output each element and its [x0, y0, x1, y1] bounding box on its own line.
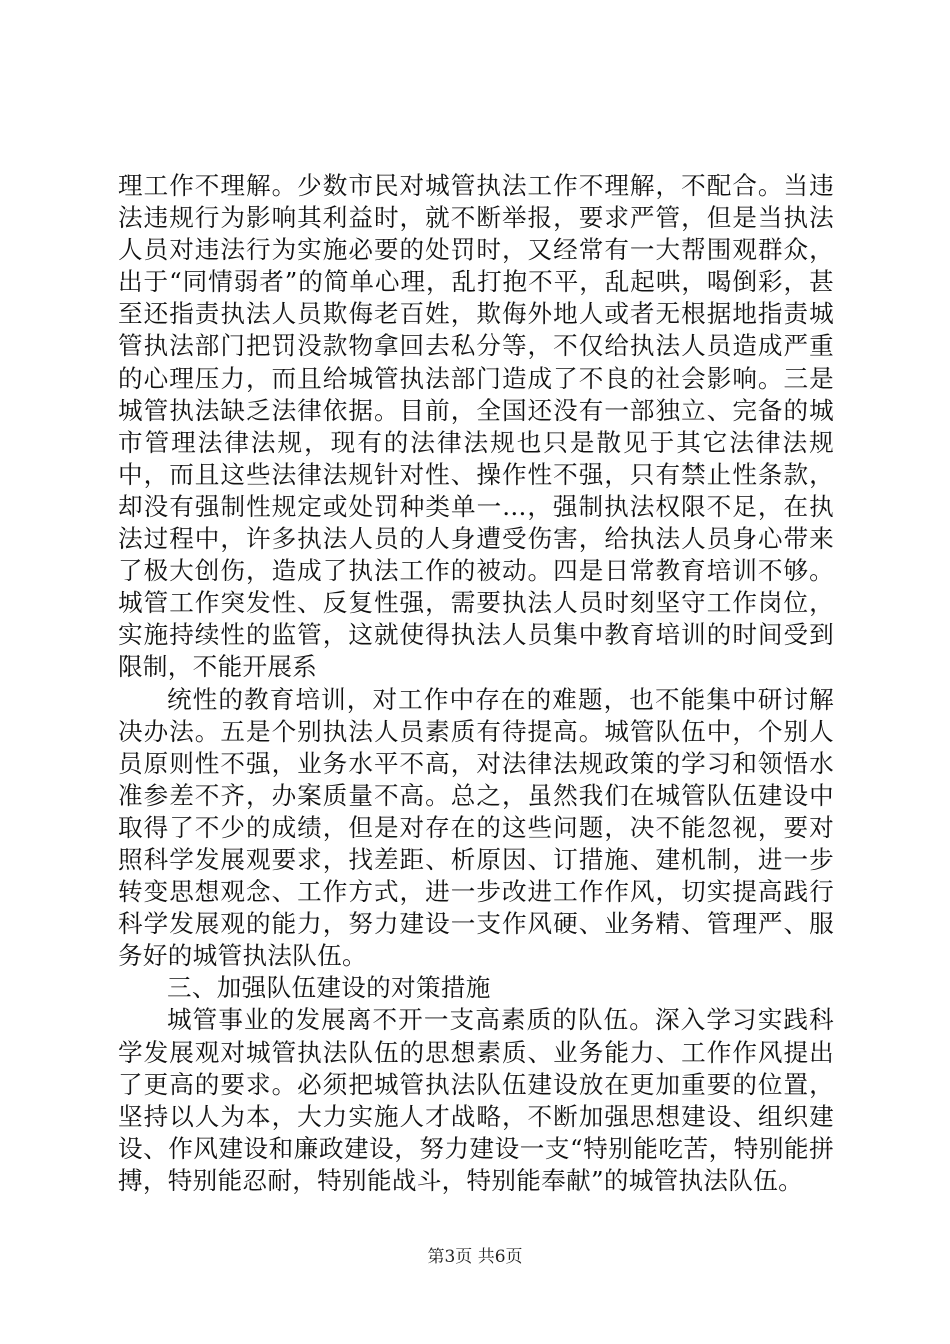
body-text [118, 170, 834, 1197]
paragraph-continuation: 理工作不理解。少数市民对城管执法工作不理解，不配合。当违法违规行为影响其利益时，就不断举报，要求严管，但是当执法人员对违法行为实施必要的处罚时，又经常有一大帮围观群众，出于“同情弱者”的简单心理，乱打抱不平，乱起哄，喝倒彩，甚至还指责执法人员欺侮老百姓，欺侮外地人或者无根据地指责城管执法部门把罚没款物拿回去私分等，不仅给执法人员造成严重的心理压力，而且给城管执法部门造成了不良的社会影响。三是城管执法缺乏法律依据。目前，全国还没有一部独立、完备的城市管理法律法规，现有的法律法规也只是散见于其它法律法规中，而且这些法律法规针对性、操作性不强，只有禁止性条款，却没有强制性规定或处罚种类单一...，强制执法权限不足，在执法过程中，许多执法人员的人身遭受伤害，给执法人员身心带来了极大创伤，造成了执法工作的被动。四是日常教育培训不够。城管工作突发性、反复性强，需要执法人员时刻坚守工作岗位，实施持续性的监管，这就使得执法人员集中教育培训的时间受到限制，不能开展系 [118, 171, 834, 682]
page-number-footer: 第3页 共6页 [427, 1247, 523, 1267]
section-heading: 三、加强队伍建设的对策措施 [167, 973, 491, 1003]
paragraph-problems-summary: 统性的教育培训，对工作中存在的难题，也不能集中研讨解决办法。五是个别执法人员素质有待提高。城管队伍中，个别人员原则性不强，业务水平不高，对法律法规政策的学习和领悟水准参差不齐，办案质量不高。总之，虽然我们在城管队伍建设中取得了不少的成绩，但是对存在的这些问题，决不能忽视，要对照科学发展观要求，找差距、析原因、订措施、建机制，进一步转变思想观念、工作方式，进一步改进工作作风，切实提高践行科学发展观的能力，努力建设一支作风硬、业务精、管理严、服务好的城管执法队伍。 [118, 684, 834, 971]
paragraph-measures: 城管事业的发展离不开一支高素质的队伍。深入学习实践科学发展观对城管执法队伍的思想素质、业务能力、工作作风提出了更高的要求。必须把城管执法队伍建设放在更加重要的位置，坚持以人为本，大力实施人才战略，不断加强思想建设、组织建设、作风建设和廉政建设，努力建设一支“特别能吃苦，特别能拼搏，特别能忍耐，特别能战斗，特别能奉献”的城管执法队伍。 [118, 1005, 834, 1195]
